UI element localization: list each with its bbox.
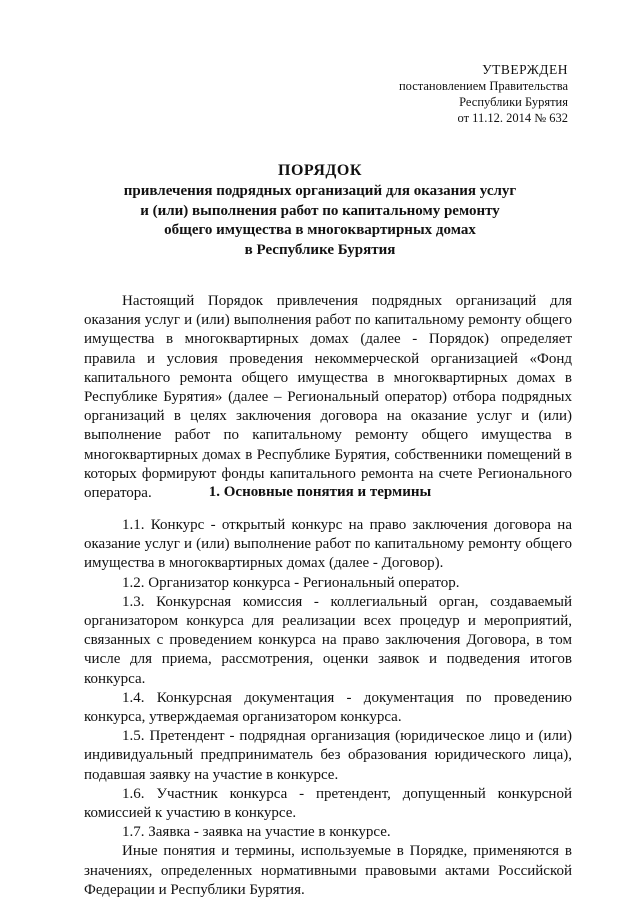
title-main: ПОРЯДОК <box>278 162 362 179</box>
definition-paragraph: 1.3. Конкурсная комиссия - коллегиальный орган, создаваемый организатором конкурса для реализации всех процедур и мероприятий, связанных с проведением конкурса на право заключения Договора, в том числе для приема, рассмотрения, оценки заявок и подведения итогов конкурса. <box>84 593 572 687</box>
definition-paragraph: 1.6. Участник конкурса - претендент, допущенный конкурсной комиссией к участию в конкурсе. <box>84 785 572 822</box>
intro-section <box>84 292 572 503</box>
section-heading: 1. Основные понятия и термины <box>208 484 432 500</box>
approval-republic-line: Республики Бурятия <box>459 95 568 109</box>
definition-paragraph: 1.7. Заявка - заявка на участие в конкурсе. <box>122 824 391 841</box>
approval-resolution-line: постановлением Правительства <box>398 79 568 93</box>
approval-date-number: от 11.12. 2014 № 632 <box>457 111 568 125</box>
approval-heading: УТВЕРЖДЕН <box>482 62 568 77</box>
title-line: в Республике Бурятия <box>244 241 396 258</box>
title-line: и (или) выполнения работ по капитальному ремонту <box>140 202 500 219</box>
definition-paragraph: 1.4. Конкурсная документация - документация по проведению конкурса, утверждаемая организатором конкурса. <box>84 689 572 726</box>
definition-paragraph: 1.5. Претендент - подрядная организация (юридическое лицо и (или) индивидуальный предприниматель без образования юридического лица), подавшая заявку на участие в конкурсе. <box>84 728 572 783</box>
definition-paragraph: 1.2. Организатор конкурса - Региональный оператор. <box>122 574 460 591</box>
document-title <box>0 160 640 260</box>
title-line: привлечения подрядных организаций для оказания услуг <box>123 183 517 199</box>
closing-paragraph: Иные понятия и термины, используемые в Порядке, применяются в значениях, определенных нормативными правовыми актами Российской Федерации и Республики Бурятия. <box>84 843 572 898</box>
approval-block <box>399 62 568 126</box>
definition-paragraph: 1.1. Конкурс - открытый конкурс на право заключения договора на оказание услуг и (или) выполнение работ по капитальному ремонту общего имущества в многоквартирных домах (далее - Договор). <box>84 517 572 572</box>
title-line: общего имущества в многоквартирных домах <box>164 222 476 238</box>
definitions-list <box>84 516 572 900</box>
intro-paragraph: Настоящий Порядок привлечения подрядных организаций для оказания услуг и (или) выполнения работ по капитальному ремонту общего имущества в многоквартирных домах (далее - Порядок) определяет правила и условия проведения некоммерческой организацией «Фонд капитального ремонта общего имущества в многоквартирных домах в Республике Бурятия» (далее – Региональный оператор) отбора подрядных организаций в целях заключения договора на оказание услуг и (или) выполнение работ по капитальному ремонту общего имущества в многоквартирных домах в Республике Бурятия, собственники помещений в которых формируют фонды капитального ремонта на счете Регионального оператора. <box>84 293 572 502</box>
